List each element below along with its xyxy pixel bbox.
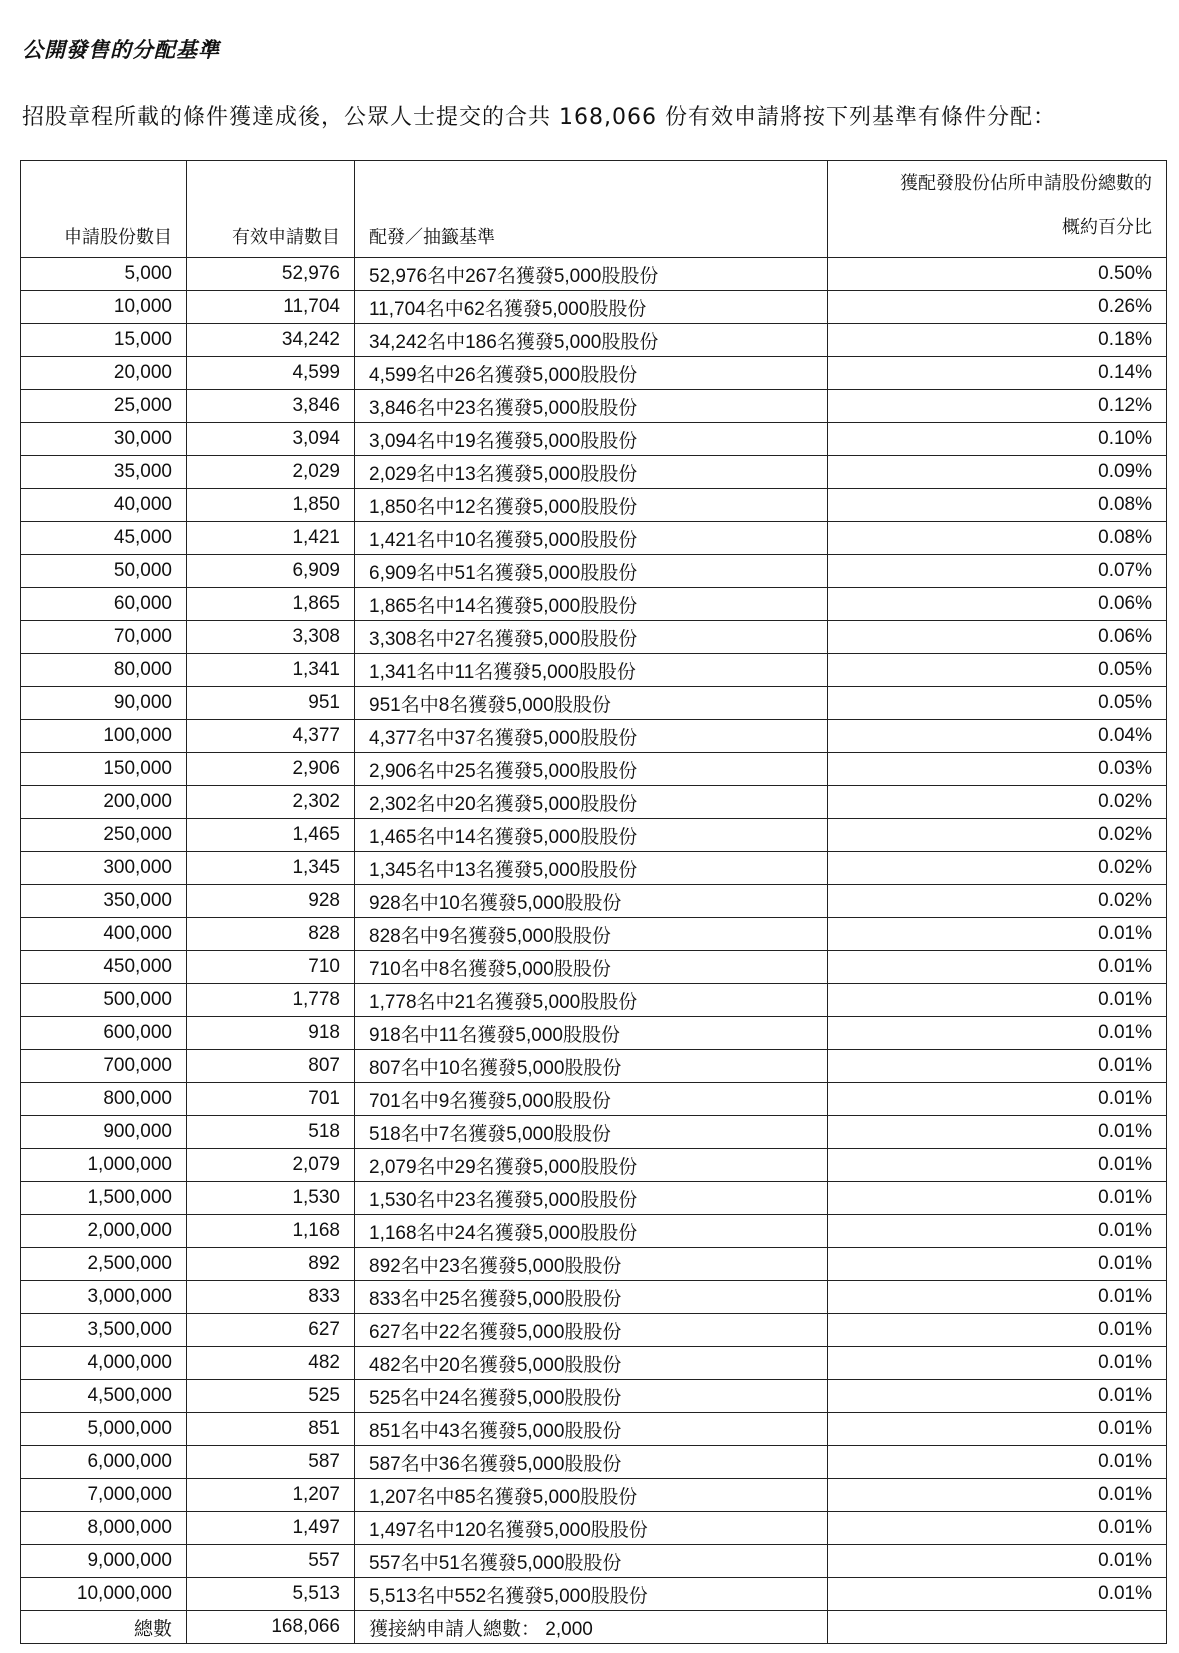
cell-basis: 918名中11名獲發5,000股股份 [355,1017,828,1050]
table-row [21,489,1167,522]
table-row [21,1314,1167,1347]
table-row [21,1446,1167,1479]
cell-valid-applications: 4,377 [187,720,355,753]
cell-basis: 1,865名中14名獲發5,000股股份 [355,588,828,621]
cell-basis: 3,308名中27名獲發5,000股股份 [355,621,828,654]
cell-percentage: 0.01% [828,1446,1167,1479]
cell-percentage: 0.01% [828,1413,1167,1446]
cell-basis: 1,341名中11名獲發5,000股股份 [355,654,828,687]
cell-valid-applications: 892 [187,1248,355,1281]
header-valid-applications: 有效申請數目 [187,161,355,258]
table-row [21,951,1167,984]
cell-valid-applications: 1,421 [187,522,355,555]
cell-valid-applications: 525 [187,1380,355,1413]
cell-valid-applications: 482 [187,1347,355,1380]
cell-percentage: 0.08% [828,522,1167,555]
table-row [21,1182,1167,1215]
cell-percentage: 0.10% [828,423,1167,456]
cell-percentage: 0.50% [828,258,1167,291]
cell-percentage: 0.05% [828,687,1167,720]
table-row [21,819,1167,852]
table-row [21,753,1167,786]
table-row [21,687,1167,720]
cell-valid-applications: 1,497 [187,1512,355,1545]
cell-basis: 828名中9名獲發5,000股股份 [355,918,828,951]
cell-basis: 1,421名中10名獲發5,000股股份 [355,522,828,555]
cell-valid-applications: 3,308 [187,621,355,654]
cell-valid-applications: 807 [187,1050,355,1083]
total-applications: 168,066 [187,1611,355,1644]
page-title: 公開發售的分配基準 [22,38,220,62]
cell-shares-applied: 200,000 [21,786,187,819]
cell-basis: 5,513名中552名獲發5,000股股份 [355,1578,828,1611]
cell-shares-applied: 500,000 [21,984,187,1017]
cell-valid-applications: 951 [187,687,355,720]
header-basis: 配發／抽籤基準 [355,161,828,258]
cell-valid-applications: 2,906 [187,753,355,786]
cell-shares-applied: 50,000 [21,555,187,588]
cell-percentage: 0.04% [828,720,1167,753]
cell-shares-applied: 5,000 [21,258,187,291]
cell-shares-applied: 700,000 [21,1050,187,1083]
cell-basis: 1,850名中12名獲發5,000股股份 [355,489,828,522]
table-row [21,1347,1167,1380]
table-row [21,1248,1167,1281]
table-row [21,1413,1167,1446]
cell-valid-applications: 1,341 [187,654,355,687]
table-row [21,1050,1167,1083]
table-row [21,291,1167,324]
cell-basis: 52,976名中267名獲發5,000股股份 [355,258,828,291]
cell-valid-applications: 518 [187,1116,355,1149]
cell-percentage: 0.01% [828,1215,1167,1248]
total-percentage [828,1611,1167,1644]
cell-shares-applied: 900,000 [21,1116,187,1149]
cell-percentage: 0.02% [828,852,1167,885]
cell-shares-applied: 400,000 [21,918,187,951]
cell-shares-applied: 3,500,000 [21,1314,187,1347]
cell-shares-applied: 30,000 [21,423,187,456]
table-header-row [21,161,1167,258]
cell-shares-applied: 6,000,000 [21,1446,187,1479]
cell-percentage: 0.02% [828,885,1167,918]
cell-valid-applications: 1,850 [187,489,355,522]
cell-valid-applications: 587 [187,1446,355,1479]
cell-basis: 557名中51名獲發5,000股股份 [355,1545,828,1578]
cell-basis: 518名中7名獲發5,000股股份 [355,1116,828,1149]
cell-percentage: 0.14% [828,357,1167,390]
cell-basis: 710名中8名獲發5,000股股份 [355,951,828,984]
cell-basis: 1,530名中23名獲發5,000股股份 [355,1182,828,1215]
table-row [21,885,1167,918]
header-percentage-line1: 獲配發股份佔所申請股份總數的 [900,173,1152,193]
cell-percentage: 0.02% [828,819,1167,852]
cell-valid-applications: 2,029 [187,456,355,489]
table-row [21,1380,1167,1413]
cell-shares-applied: 3,000,000 [21,1281,187,1314]
cell-shares-applied: 15,000 [21,324,187,357]
cell-percentage: 0.01% [828,1314,1167,1347]
cell-basis: 11,704名中62名獲發5,000股股份 [355,291,828,324]
total-row [21,1611,1167,1644]
cell-basis: 1,207名中85名獲發5,000股股份 [355,1479,828,1512]
cell-basis: 627名中22名獲發5,000股股份 [355,1314,828,1347]
cell-percentage: 0.09% [828,456,1167,489]
cell-shares-applied: 10,000,000 [21,1578,187,1611]
table-row [21,324,1167,357]
table-row [21,918,1167,951]
cell-percentage: 0.08% [828,489,1167,522]
cell-basis: 1,465名中14名獲發5,000股股份 [355,819,828,852]
cell-valid-applications: 928 [187,885,355,918]
cell-basis: 34,242名中186名獲發5,000股股份 [355,324,828,357]
table-body [21,258,1167,1611]
cell-percentage: 0.06% [828,588,1167,621]
cell-percentage: 0.05% [828,654,1167,687]
cell-basis: 892名中23名獲發5,000股股份 [355,1248,828,1281]
cell-basis: 1,497名中120名獲發5,000股股份 [355,1512,828,1545]
cell-percentage: 0.07% [828,555,1167,588]
cell-valid-applications: 5,513 [187,1578,355,1611]
table-row [21,1578,1167,1611]
cell-percentage: 0.01% [828,918,1167,951]
cell-percentage: 0.01% [828,1149,1167,1182]
cell-shares-applied: 20,000 [21,357,187,390]
cell-basis: 928名中10名獲發5,000股股份 [355,885,828,918]
cell-basis: 701名中9名獲發5,000股股份 [355,1083,828,1116]
cell-basis: 4,599名中26名獲發5,000股股份 [355,357,828,390]
cell-shares-applied: 1,000,000 [21,1149,187,1182]
cell-percentage: 0.01% [828,1182,1167,1215]
cell-basis: 807名中10名獲發5,000股股份 [355,1050,828,1083]
cell-basis: 833名中25名獲發5,000股股份 [355,1281,828,1314]
cell-valid-applications: 1,168 [187,1215,355,1248]
cell-valid-applications: 833 [187,1281,355,1314]
cell-basis: 2,029名中13名獲發5,000股股份 [355,456,828,489]
total-basis: 獲接納申請人總數： 2,000 [355,1611,828,1644]
table-row [21,1116,1167,1149]
cell-percentage: 0.06% [828,621,1167,654]
cell-valid-applications: 3,846 [187,390,355,423]
cell-percentage: 0.03% [828,753,1167,786]
table-row [21,852,1167,885]
cell-percentage: 0.01% [828,1479,1167,1512]
cell-percentage: 0.18% [828,324,1167,357]
cell-valid-applications: 1,345 [187,852,355,885]
cell-percentage: 0.01% [828,1281,1167,1314]
table-row [21,390,1167,423]
cell-basis: 1,345名中13名獲發5,000股股份 [355,852,828,885]
cell-basis: 851名中43名獲發5,000股股份 [355,1413,828,1446]
cell-shares-applied: 100,000 [21,720,187,753]
cell-shares-applied: 300,000 [21,852,187,885]
cell-shares-applied: 350,000 [21,885,187,918]
cell-percentage: 0.01% [828,1083,1167,1116]
cell-valid-applications: 11,704 [187,291,355,324]
table-row [21,357,1167,390]
cell-shares-applied: 90,000 [21,687,187,720]
cell-basis: 525名中24名獲發5,000股股份 [355,1380,828,1413]
allocation-table [20,160,1167,1644]
table-row [21,1281,1167,1314]
table-row [21,588,1167,621]
table-row [21,1017,1167,1050]
total-label: 總數 [21,1611,187,1644]
table-row [21,720,1167,753]
table-row [21,555,1167,588]
cell-percentage: 0.01% [828,1380,1167,1413]
cell-basis: 2,079名中29名獲發5,000股股份 [355,1149,828,1182]
cell-percentage: 0.01% [828,984,1167,1017]
cell-percentage: 0.01% [828,1512,1167,1545]
cell-shares-applied: 25,000 [21,390,187,423]
cell-shares-applied: 40,000 [21,489,187,522]
cell-basis: 951名中8名獲發5,000股股份 [355,687,828,720]
cell-shares-applied: 4,500,000 [21,1380,187,1413]
cell-percentage: 0.01% [828,1050,1167,1083]
cell-shares-applied: 10,000 [21,291,187,324]
cell-shares-applied: 2,500,000 [21,1248,187,1281]
cell-shares-applied: 45,000 [21,522,187,555]
cell-valid-applications: 557 [187,1545,355,1578]
table-row [21,522,1167,555]
table-row [21,423,1167,456]
cell-valid-applications: 701 [187,1083,355,1116]
cell-basis: 1,168名中24名獲發5,000股股份 [355,1215,828,1248]
table-row [21,621,1167,654]
cell-shares-applied: 35,000 [21,456,187,489]
cell-shares-applied: 800,000 [21,1083,187,1116]
cell-percentage: 0.26% [828,291,1167,324]
cell-shares-applied: 7,000,000 [21,1479,187,1512]
table-row [21,786,1167,819]
cell-shares-applied: 1,500,000 [21,1182,187,1215]
table-row [21,456,1167,489]
cell-shares-applied: 60,000 [21,588,187,621]
table-row [21,1512,1167,1545]
cell-valid-applications: 3,094 [187,423,355,456]
cell-valid-applications: 2,302 [187,786,355,819]
cell-valid-applications: 828 [187,918,355,951]
table-row [21,1149,1167,1182]
cell-percentage: 0.01% [828,1017,1167,1050]
table-row [21,258,1167,291]
cell-basis: 2,302名中20名獲發5,000股股份 [355,786,828,819]
cell-valid-applications: 710 [187,951,355,984]
cell-percentage: 0.01% [828,1545,1167,1578]
cell-shares-applied: 80,000 [21,654,187,687]
cell-valid-applications: 851 [187,1413,355,1446]
cell-valid-applications: 1,465 [187,819,355,852]
table-row [21,1479,1167,1512]
cell-basis: 587名中36名獲發5,000股股份 [355,1446,828,1479]
cell-valid-applications: 1,865 [187,588,355,621]
cell-shares-applied: 8,000,000 [21,1512,187,1545]
cell-percentage: 0.01% [828,951,1167,984]
cell-shares-applied: 2,000,000 [21,1215,187,1248]
cell-percentage: 0.12% [828,390,1167,423]
cell-basis: 2,906名中25名獲發5,000股股份 [355,753,828,786]
cell-basis: 1,778名中21名獲發5,000股股份 [355,984,828,1017]
cell-valid-applications: 6,909 [187,555,355,588]
cell-valid-applications: 52,976 [187,258,355,291]
cell-valid-applications: 1,207 [187,1479,355,1512]
cell-percentage: 0.01% [828,1248,1167,1281]
cell-valid-applications: 1,778 [187,984,355,1017]
cell-shares-applied: 5,000,000 [21,1413,187,1446]
table-row [21,1545,1167,1578]
table-row [21,1215,1167,1248]
cell-percentage: 0.02% [828,786,1167,819]
table-row [21,1083,1167,1116]
cell-valid-applications: 2,079 [187,1149,355,1182]
intro-paragraph: 招股章程所載的條件獲達成後，公眾人士提交的合共 168,066 份有效申請將按下列基準有條件分配： [22,105,1056,130]
cell-percentage: 0.01% [828,1347,1167,1380]
cell-percentage: 0.01% [828,1116,1167,1149]
cell-basis: 6,909名中51名獲發5,000股股份 [355,555,828,588]
cell-basis: 3,094名中19名獲發5,000股股份 [355,423,828,456]
cell-valid-applications: 918 [187,1017,355,1050]
header-shares-applied: 申請股份數目 [21,161,187,258]
table-row [21,984,1167,1017]
header-percentage-line2: 概約百分比 [1062,217,1152,237]
cell-shares-applied: 250,000 [21,819,187,852]
header-percentage [828,161,1167,258]
table-row [21,654,1167,687]
cell-valid-applications: 4,599 [187,357,355,390]
cell-valid-applications: 1,530 [187,1182,355,1215]
cell-shares-applied: 70,000 [21,621,187,654]
cell-valid-applications: 627 [187,1314,355,1347]
cell-basis: 4,377名中37名獲發5,000股股份 [355,720,828,753]
cell-shares-applied: 9,000,000 [21,1545,187,1578]
cell-valid-applications: 34,242 [187,324,355,357]
cell-basis: 482名中20名獲發5,000股股份 [355,1347,828,1380]
cell-percentage: 0.01% [828,1578,1167,1611]
cell-basis: 3,846名中23名獲發5,000股股份 [355,390,828,423]
cell-shares-applied: 4,000,000 [21,1347,187,1380]
cell-shares-applied: 150,000 [21,753,187,786]
cell-shares-applied: 600,000 [21,1017,187,1050]
cell-shares-applied: 450,000 [21,951,187,984]
